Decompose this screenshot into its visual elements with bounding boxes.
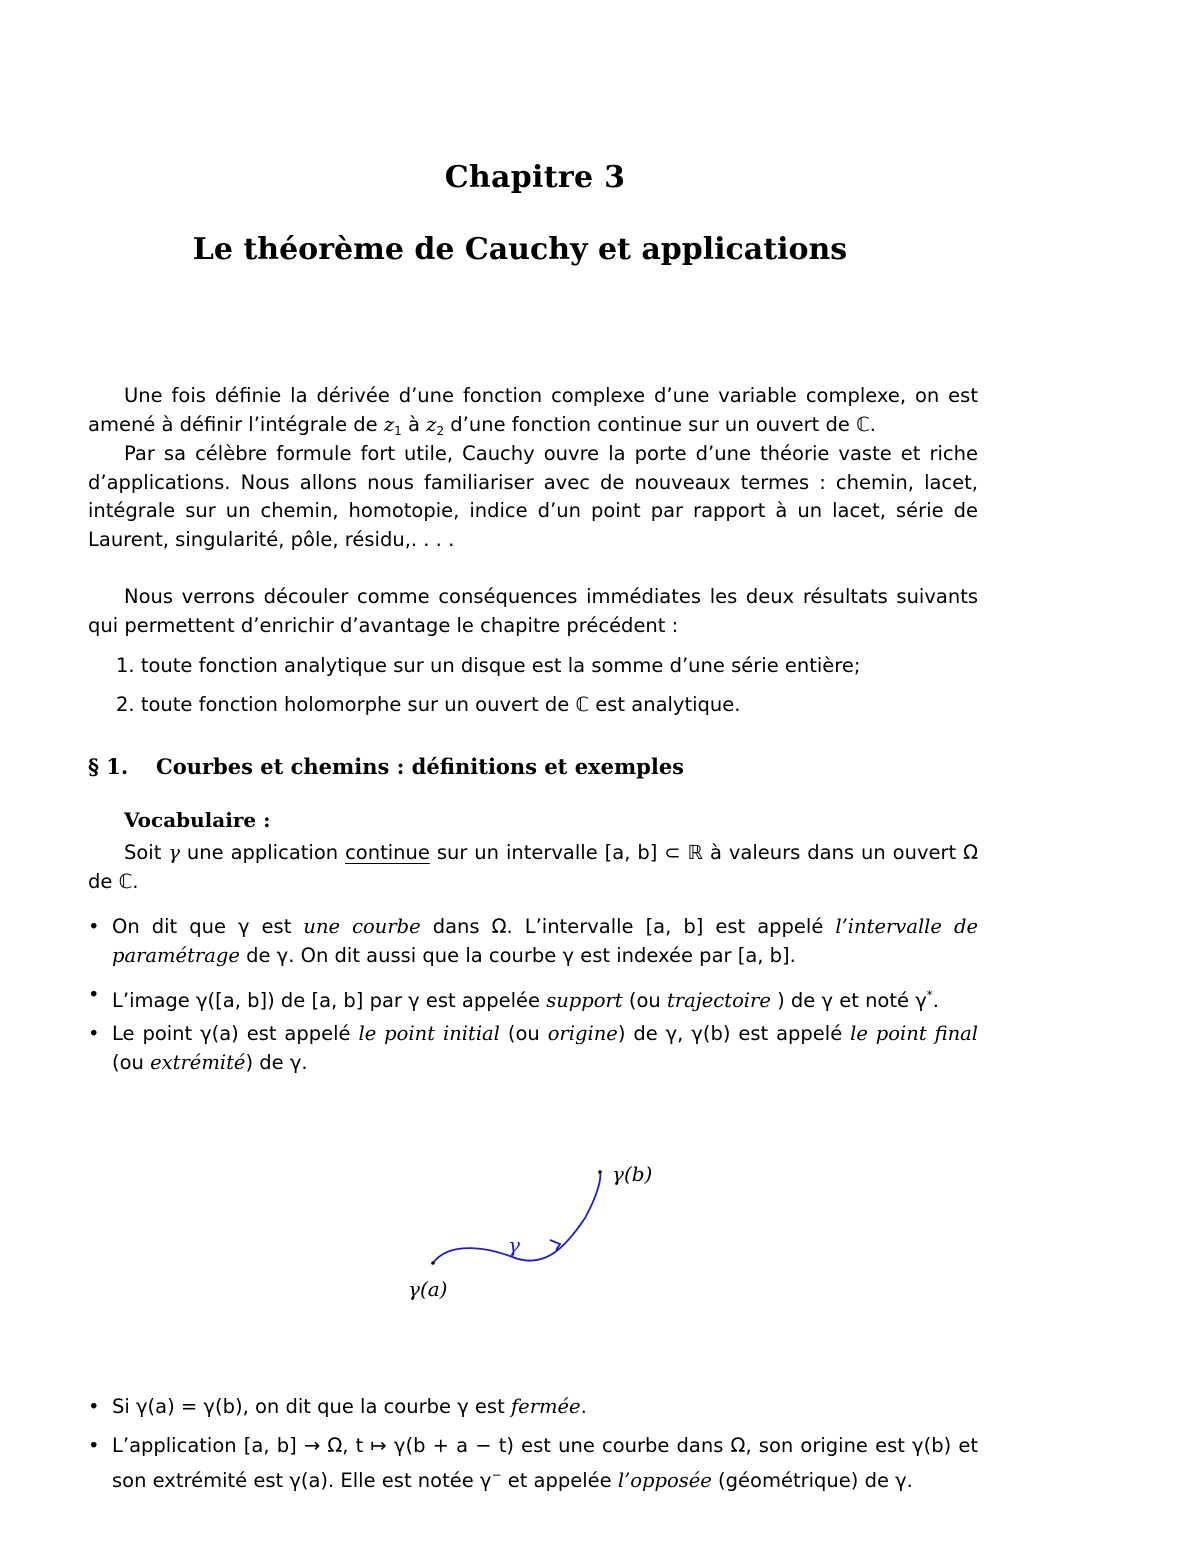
bullet-icon: •: [88, 1022, 100, 1045]
bullet-icon: •: [88, 1395, 100, 1418]
section-heading: § 1. Courbes et chemins : définitions et exemples: [88, 754, 685, 779]
bullet-item-opposite: • L’application [a, b] → Ω, t ↦ γ(b + a − t) est une courbe dans Ω, son origine est γ(b) et son extrémité est γ(a). Elle est notée γ− et appelée l’opposée (géométrique) de γ.: [88, 1434, 978, 1492]
end-point: [598, 1170, 602, 1174]
bullet-icon: •: [88, 983, 100, 1006]
bullet-item-curve: • On dit que γ est une courbe dans Ω. L’intervalle [a, b] est appelé l’intervalle de paramétrage de γ. On dit aussi que la courbe γ est indexée par [a, b].: [88, 915, 979, 967]
bullet-item-closed: • Si γ(a) = γ(b), on dit que la courbe γ est fermée.: [88, 1393, 978, 1422]
curve-figure: [380, 1140, 700, 1320]
intro-paragraph-2: Par sa célèbre formule fort utile, Cauchy ouvre la porte d’une théorie vaste et riche d’applications. Nous allons nous familiariser avec de nouveaux termes : chemin, lacet, intégrale sur un chemin, homotopie, indice d’un point par rapport à un lacet, série de Laurent, singularité, pôle, résidu,. . . .: [88, 442, 978, 551]
intro-paragraph-3: Nous verrons découler comme conséquences immédiates les deux résultats suivants qui permettent d’enrichir d’avantage le chapitre précédent :: [88, 585, 978, 637]
bullet-icon: •: [88, 915, 100, 938]
bullet-item-endpoints: • Le point γ(a) est appelé le point initial (ou origine) de γ, γ(b) est appelé le point final (ou extrémité) de γ.: [88, 1022, 979, 1074]
label-end: γ(b): [612, 1162, 653, 1186]
bullet-item-support: • L’image γ([a, b]) de [a, b] par γ est appelée support (ou trajectoire ) de γ et noté γ*.: [88, 983, 939, 1012]
label-start: γ(a): [408, 1277, 448, 1301]
start-point: [431, 1261, 435, 1265]
vocab-paragraph: Soit γ une application continue sur un intervalle [a, b] ⊂ ℝ à valeurs dans un ouvert Ω de ℂ.: [88, 841, 979, 893]
label-curve: γ: [508, 1233, 520, 1257]
intro-paragraph-1: Une fois définie la dérivée d’une fonction complexe d’une variable complexe, on est amené à définir l’intégrale de $z_1$ à $z_2$ d’une fonction continue sur un ouvert de ℂ.: [88, 384, 978, 438]
list-item: 1. toute fonction analytique sur un disque est la somme d’une série entière;: [116, 654, 861, 677]
bullet-icon: •: [88, 1434, 100, 1457]
chapter-title: Le théorème de Cauchy et applications: [192, 232, 848, 267]
list-item: 2. toute fonction holomorphe sur un ouvert de ℂ est analytique.: [116, 693, 741, 716]
vocab-heading: Vocabulaire :: [124, 808, 271, 832]
chapter-number: Chapitre 3: [444, 160, 626, 195]
